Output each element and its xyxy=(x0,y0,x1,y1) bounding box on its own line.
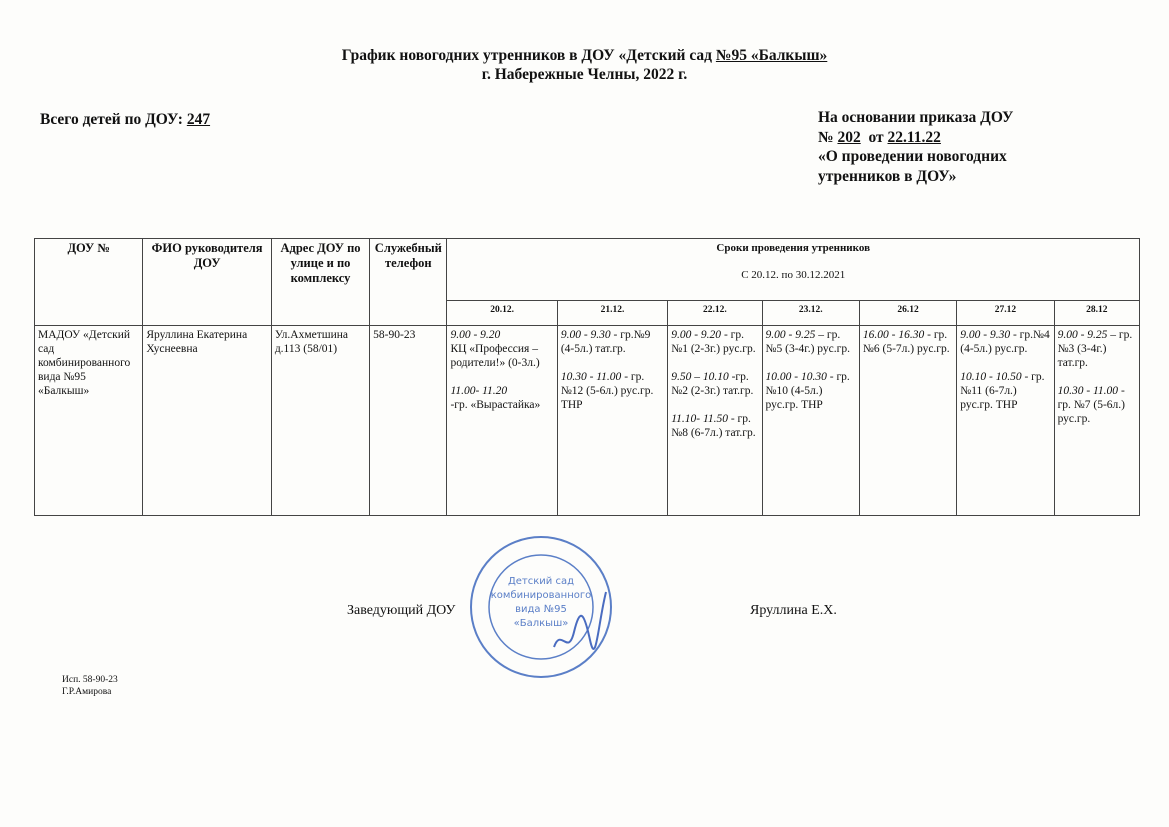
col-address-header: Адрес ДОУ по улице и по комплексу xyxy=(271,239,369,326)
date-header: 27.12 xyxy=(957,301,1054,326)
signature-name: Яруллина Е.Х. xyxy=(750,603,837,618)
document-subtitle: г. Набережные Челны, 2022 г. xyxy=(481,66,688,83)
total-children: Всего детей по ДОУ: 247 xyxy=(40,111,211,128)
cell-date-4: 9.00 - 9.25 – гр.№5 (3-4г.) рус.гр. 10.00 - 10.30 - гр. №10 (4-5л.) рус.гр. ТНР xyxy=(762,326,859,516)
col-head-header: ФИО руководителя ДОУ xyxy=(143,239,271,326)
stamp-line-1: Детский сад xyxy=(507,576,575,587)
cell-date-1: 9.00 - 9.20 КЦ «Профессия – родители!» (0-3л.) 11.00- 11.20 -гр. «Вырастайка» xyxy=(447,326,557,516)
cell-date-5: 16.00 - 16.30 - гр. №6 (5-7л.) рус.гр. xyxy=(859,326,956,516)
cell-head: Яруллина Екатерина Хуснеевна xyxy=(143,326,271,516)
official-stamp xyxy=(456,532,626,682)
cell-date-3: 9.00 - 9.20 - гр.№1 (2-3г.) рус.гр. 9.50 – 10.10 -гр. №2 (2-3г.) тат.гр. 11.10- 11.50 - гр.№8 (6-7л.) тат.гр. xyxy=(668,326,762,516)
signature-role: Заведующий ДОУ xyxy=(347,603,456,618)
date-header: 20.12. xyxy=(447,301,557,326)
col-period-header: Сроки проведения утренников С 20.12. по 30.12.2021 xyxy=(447,239,1140,301)
executor-name: Г.Р.Амирова xyxy=(62,687,112,697)
executor-phone: Исп. 58-90-23 xyxy=(62,675,118,685)
stamp-line-3: вида №95 xyxy=(515,604,567,615)
title-underlined: №95 «Балкыш» xyxy=(715,47,828,64)
cell-address: Ул.Ахметшина д.113 (58/01) xyxy=(271,326,369,516)
executor-info xyxy=(62,674,118,698)
stamp-line-4: «Балкыш» xyxy=(513,618,569,629)
schedule-table xyxy=(34,238,1140,516)
cell-date-2: 9.00 - 9.30 - гр.№9 (4-5л.) тат.гр. 10.30 - 11.00 - гр. №12 (5-6л.) рус.гр. ТНР xyxy=(557,326,667,516)
document-title: График новогодних утренников в ДОУ «Детский сад №95 «Балкыш» xyxy=(341,47,828,64)
cell-date-7: 9.00 - 9.25 – гр.№3 (3-4г.) тат.гр. 10.30 - 11.00 - гр. №7 (5-6л.) рус.гр. xyxy=(1054,326,1139,516)
cell-date-6: 9.00 - 9.30 - гр.№4 (4-5л.) рус.гр. 10.10 - 10.50 - гр. №11 (6-7л.) рус.гр. ТНР xyxy=(957,326,1054,516)
col-dou-header: ДОУ № xyxy=(35,239,143,326)
header-row xyxy=(35,239,1140,301)
stamp-line-2: комбинированного xyxy=(490,590,592,601)
order-date: 22.11.22 xyxy=(887,128,941,146)
cell-dou: МАДОУ «Детский сад комбинированного вида №95 «Балкыш» xyxy=(35,326,143,516)
order-reference: На основании приказа ДОУ № 202 от 22.11.22 «О проведении новогодних утренников в ДОУ» xyxy=(818,109,1014,185)
col-phone-header: Служебный телефон xyxy=(370,239,447,326)
total-children-value: 247 xyxy=(186,111,211,128)
cell-phone: 58-90-23 xyxy=(370,326,447,516)
date-header: 26.12 xyxy=(859,301,956,326)
table-row xyxy=(35,326,1140,516)
order-number: 202 xyxy=(837,128,861,146)
date-header: 28.12 xyxy=(1054,301,1139,326)
date-header: 21.12. xyxy=(557,301,667,326)
date-header: 22.12. xyxy=(668,301,762,326)
date-header: 23.12. xyxy=(762,301,859,326)
